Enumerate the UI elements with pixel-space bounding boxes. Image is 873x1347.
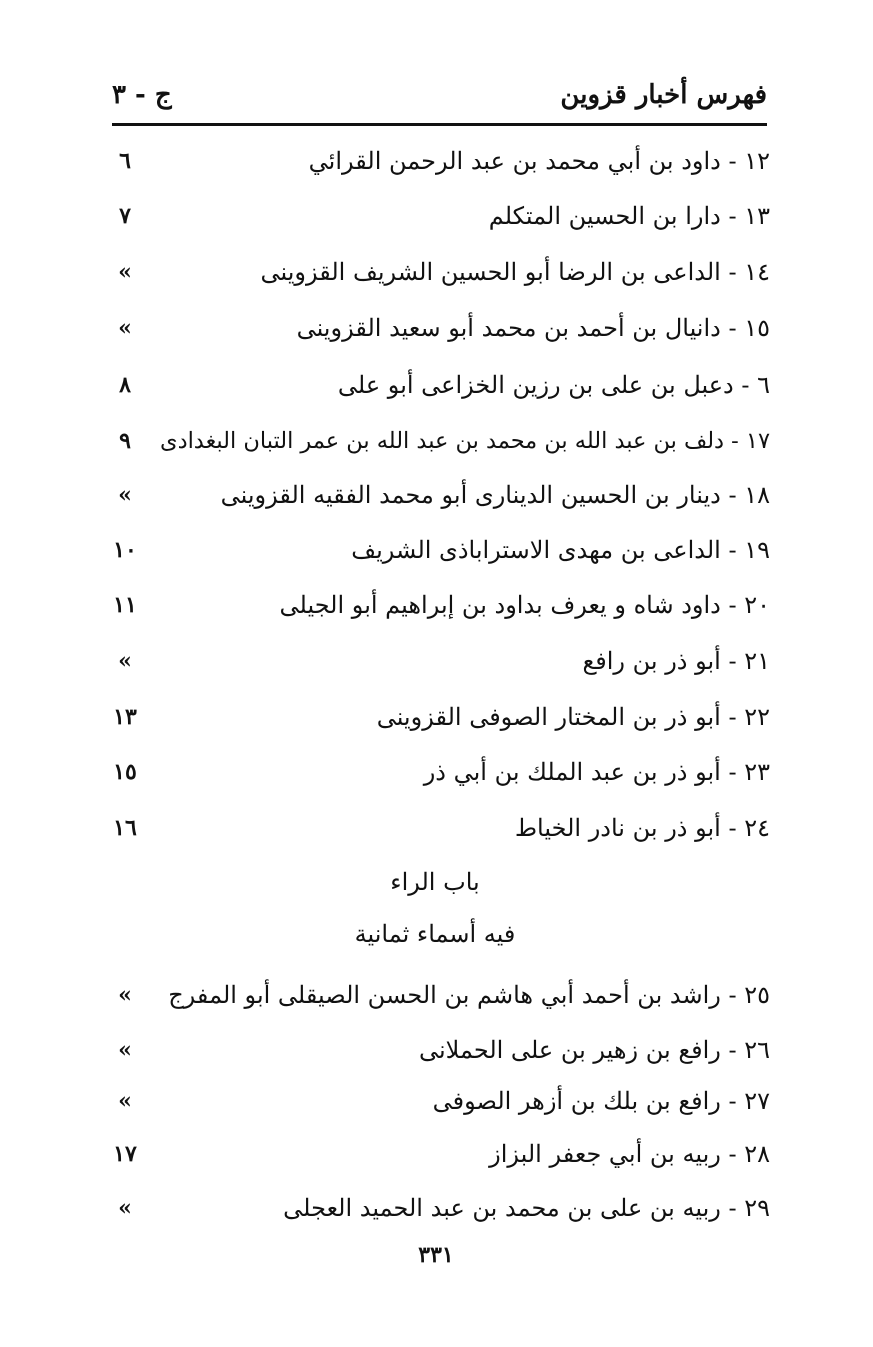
entry-page: ١٧ <box>113 1141 137 1167</box>
entry-page: ٧ <box>119 203 131 229</box>
entry-page: » <box>118 1088 132 1114</box>
entry-page: ٨ <box>119 372 131 398</box>
index-entry <box>100 1134 770 1174</box>
entry-page: » <box>118 259 132 285</box>
entry-text: ٢٣ - أبو ذر بن عبد الملك بن أبي ذر <box>423 758 770 786</box>
entry-text: ٢٧ - رافع بن بلك بن أزهر الصوفى <box>432 1087 770 1115</box>
entry-page: ١١ <box>113 592 137 618</box>
header-rule <box>112 123 767 126</box>
index-entry <box>100 1081 770 1121</box>
entry-text: ١٨ - دينار بن الحسين الدينارى أبو محمد الفقيه القزوينى <box>220 481 770 509</box>
index-entry <box>100 141 770 181</box>
index-entry <box>100 641 770 681</box>
index-entry <box>100 475 770 515</box>
entry-page: ٦ <box>119 148 131 174</box>
entry-page: ٩ <box>119 428 131 454</box>
entry-text: ٢٦ - رافع بن زهير بن على الحملانى <box>418 1036 770 1064</box>
section-title: باب الراء <box>390 868 480 896</box>
entry-page: » <box>118 1037 132 1063</box>
index-entry <box>100 1188 770 1228</box>
index-entry <box>100 252 770 292</box>
entry-text: ٦ - دعبل بن على بن رزين الخزاعى أبو على <box>337 371 770 399</box>
index-entry <box>100 421 770 461</box>
running-header <box>112 76 767 122</box>
entry-text: ١٥ - دانيال بن أحمد بن محمد أبو سعيد القزوينى <box>296 314 770 342</box>
entry-text: ٢٠ - داود شاه و يعرف بداود بن إبراهيم أبو الجيلى <box>279 591 770 619</box>
entry-text: ٢١ - أبو ذر بن رافع <box>582 647 770 675</box>
entry-page: ١٣ <box>113 704 137 730</box>
entry-page: » <box>118 1195 132 1221</box>
entry-page: » <box>118 482 132 508</box>
section-subtitle: فيه أسماء ثمانية <box>354 920 516 948</box>
entry-page: ١٥ <box>113 759 137 785</box>
index-entry <box>100 365 770 405</box>
entry-page: ١٠ <box>113 537 137 563</box>
entry-text: ٢٥ - راشد بن أحمد أبي هاشم بن الحسن الصيقلى أبو المفرج <box>168 981 770 1009</box>
entry-text: ٢٩ - ربيه بن على بن محمد بن عبد الحميد العجلى <box>283 1194 770 1222</box>
entry-page: » <box>118 648 132 674</box>
entry-text: ٢٨ - ربيه بن أبي جعفر البزاز <box>489 1140 770 1168</box>
index-entry <box>100 530 770 570</box>
entry-page: » <box>118 315 132 341</box>
header-title: فهرس أخبار قزوين <box>560 80 767 110</box>
entry-page: » <box>118 982 132 1008</box>
index-entry <box>100 196 770 236</box>
index-entry <box>100 752 770 792</box>
entry-text: ٢٢ - أبو ذر بن المختار الصوفى القزوينى <box>376 703 770 731</box>
index-entry <box>100 308 770 348</box>
index-entry <box>100 697 770 737</box>
entry-text: ٢٤ - أبو ذر بن نادر الخياط <box>514 814 770 842</box>
index-entry <box>100 1030 770 1070</box>
index-entry <box>100 585 770 625</box>
entry-text: ١٧ - دلف بن عبد الله بن محمد بن عبد الله بن عمر التبان البغدادى <box>160 428 770 454</box>
entry-text: ١٤ - الداعى بن الرضا أبو الحسين الشريف القزوينى <box>260 258 770 286</box>
index-entry <box>100 808 770 848</box>
index-entry <box>100 975 770 1015</box>
entry-text: ١٩ - الداعى بن مهدى الاستراباذى الشريف <box>351 536 770 564</box>
header-volume: ج - ٣ <box>112 80 172 110</box>
entry-text: ١٣ - دارا بن الحسين المتكلم <box>488 202 770 230</box>
page-number: ٣٣١ <box>418 1242 454 1268</box>
entry-page: ١٦ <box>113 815 137 841</box>
entry-text: ١٢ - داود بن أبي محمد بن عبد الرحمن القرائي <box>308 147 770 175</box>
